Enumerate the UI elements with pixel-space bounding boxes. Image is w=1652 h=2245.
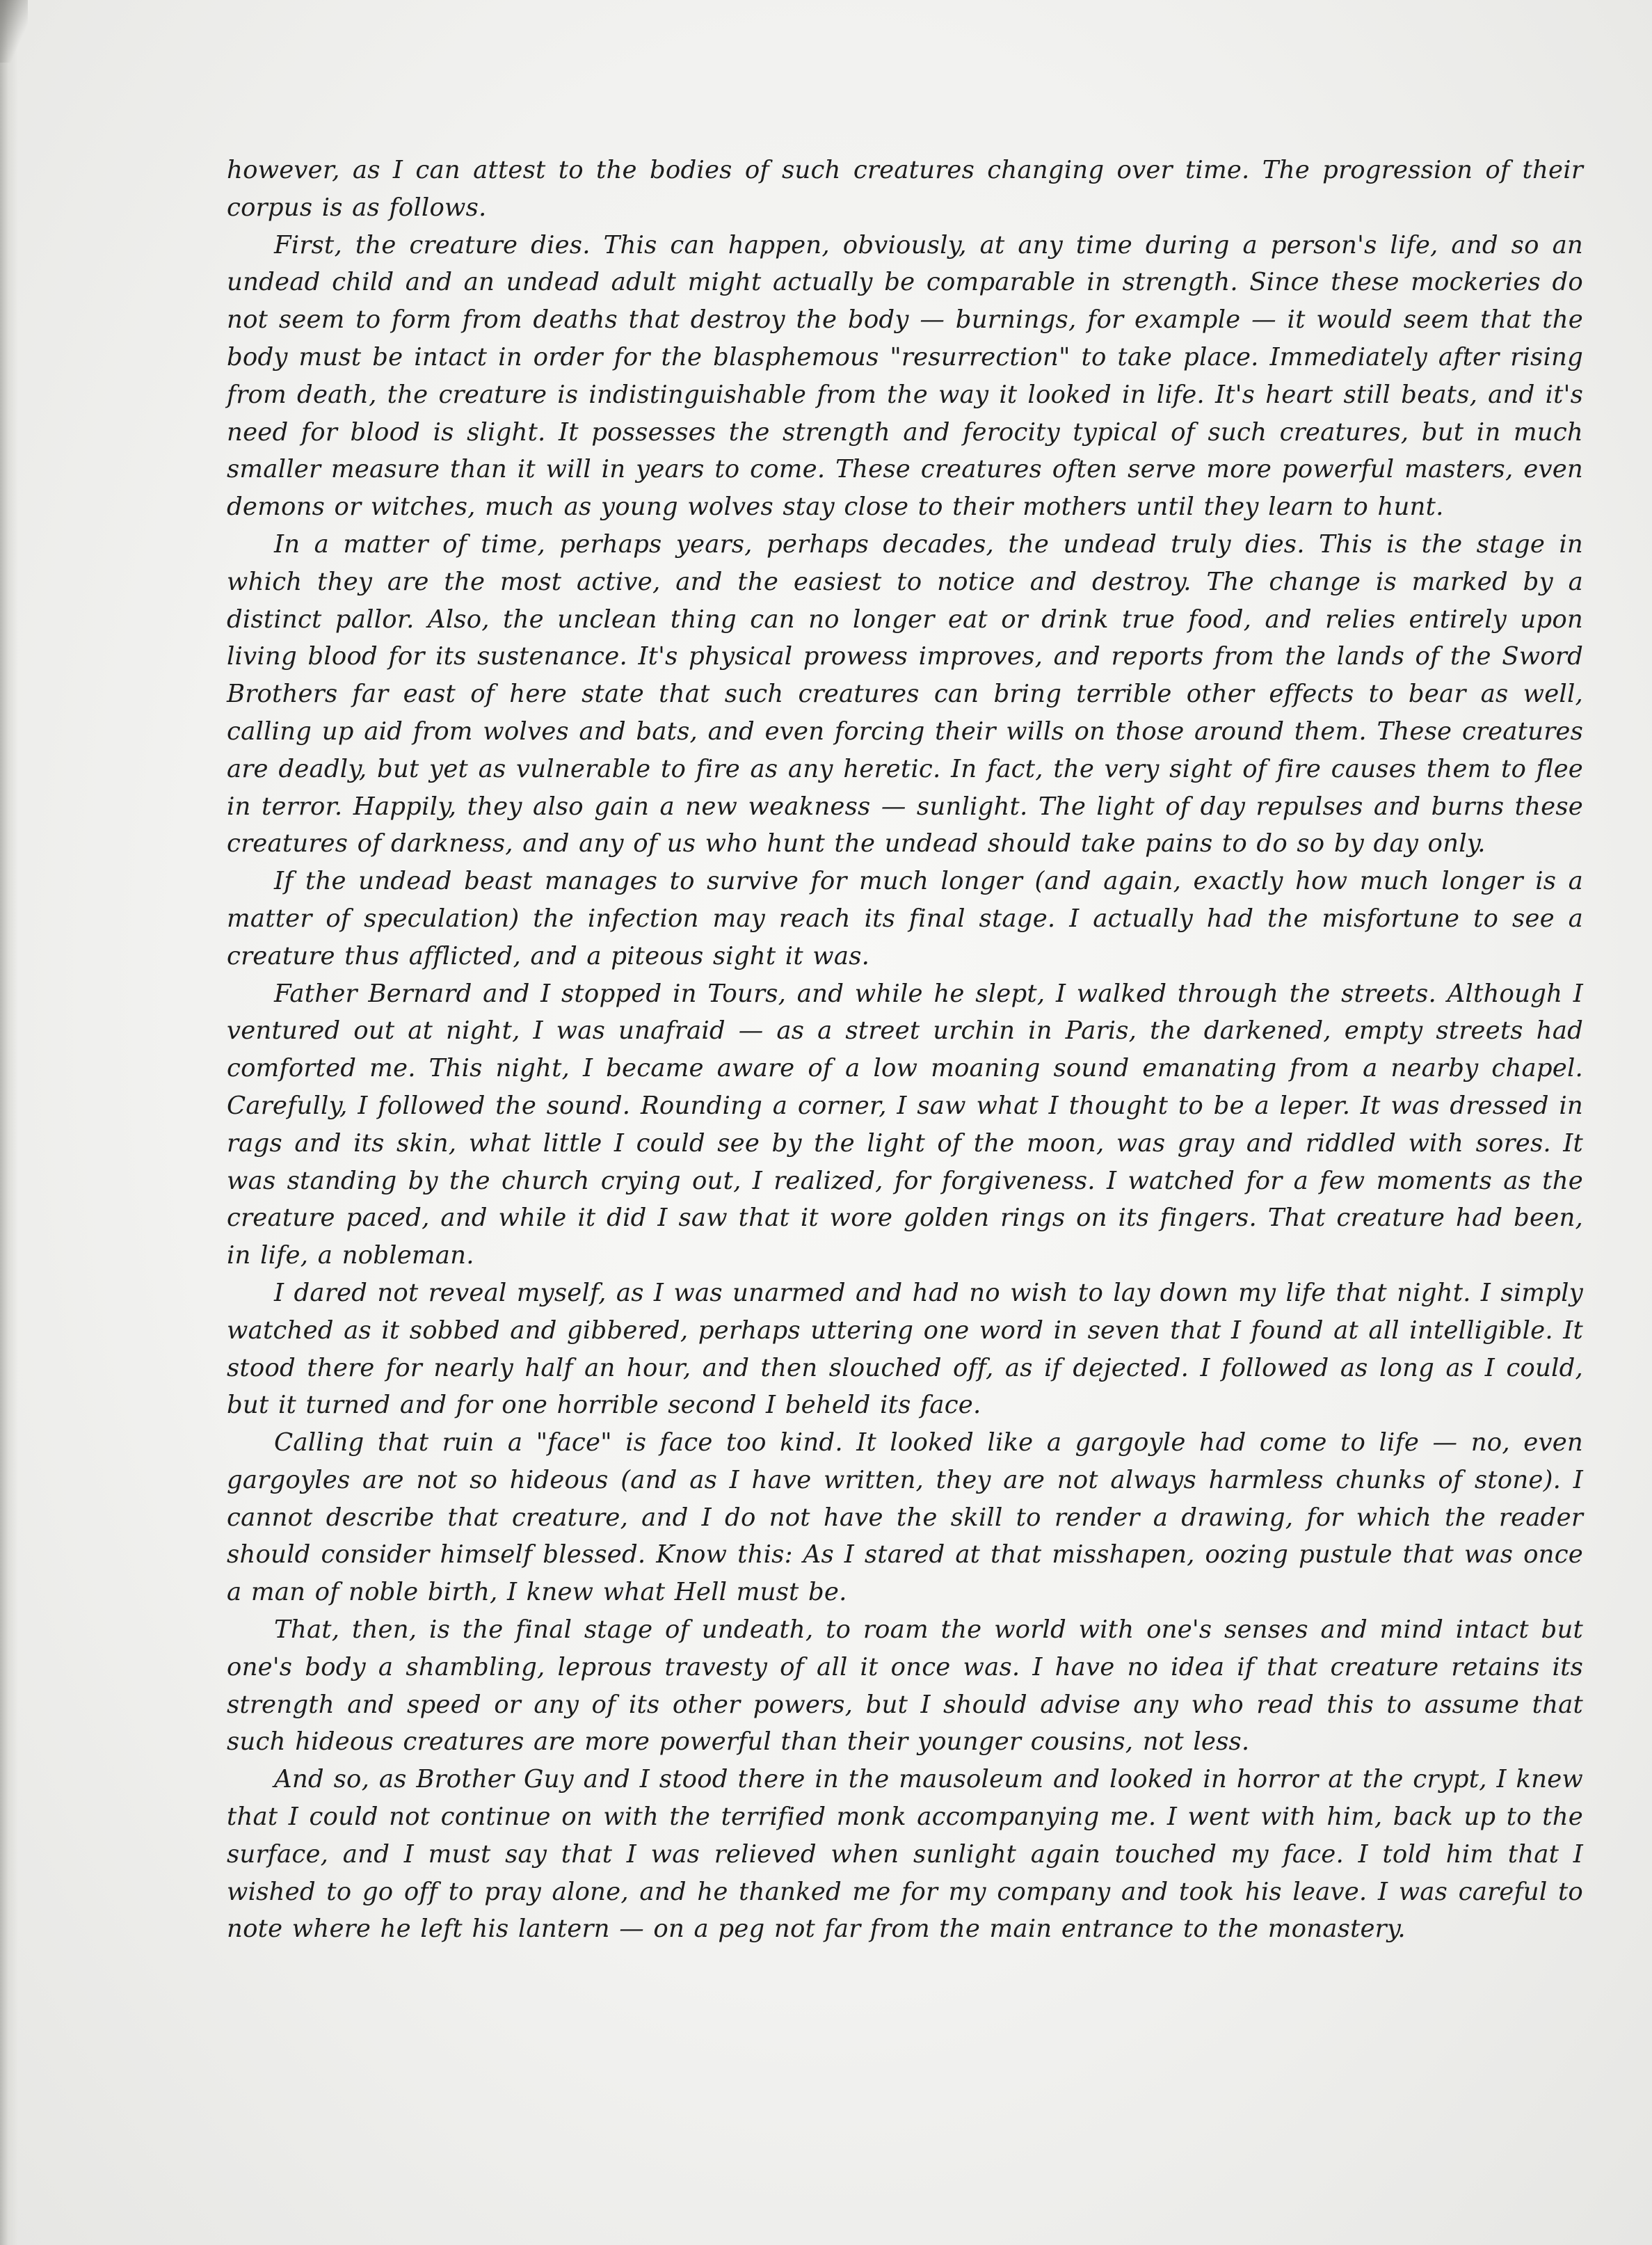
paragraph-second-stage: In a matter of time, perhaps years, perhaps decades, the undead truly dies. This is the stage in which they are the most active, and the easiest to notice and destroy. The change is marked by a distinct pallor. Also, the unclean thing can no longer eat or drink true food, and relies entirely upon living blood for its sustenance. It's physical prowess improves, and reports from the lands of the Sword Brothers far east of here state that such creatures can bring terrible other effects to bear as well, calling up aid from wolves and bats, and even forcing their wills on those around them. These creatures are deadly, but yet as vulnerable to fire as any heretic. In fact, the very sight of fire causes them to flee in terror. Happily, they also gain a new weakness — sunlight. The light of day repulses and burns these creatures of darkness, and any of us who hunt the undead should take pains to do so by day only.	[227, 529, 1583, 858]
paragraph-mausoleum: And so, as Brother Guy and I stood there in the mausoleum and looked in horror at the crypt, I knew that I could not continue on with the terrified monk accompanying me. I went with him, back up to the surface, and I must say that I was relieved when sunlight again touched my face. I told him that I wished to go off to pray alone, and he thanked me for my company and took his leave. I was careful to note where he left his lantern — on a peg not far from the main entrance to the monastery.	[227, 1765, 1583, 1944]
paragraph-conclusion: That, then, is the final stage of undeath, to roam the world with one's senses and mind intact but one's body a shambling, leprous travesty of all it once was. I have no idea if that creature retains its strength and speed or any of its other powers, but I should advise any who read this to assume that such hideous creatures are more powerful than their younger cousins, not less.	[227, 1615, 1583, 1757]
page-corner-scan-artifact	[0, 0, 28, 63]
paragraph-face-description: Calling that ruin a "face" is face too kind. It looked like a gargoyle had come to life — no, even gargoyles are not so hideous (and as I have written, they are not always harmless chunks of stone). I cannot describe that creature, and I do not have the skill to render a drawing, for which the reader should consider himself blessed. Know this: As I stared at that misshapen, oozing pustule that was once a man of noble birth, I knew what Hell must be.	[227, 1428, 1583, 1607]
body-text	[227, 152, 1583, 1948]
paragraph-final-stage: If the undead beast manages to survive for much longer (and again, exactly how much longer is a matter of speculation) the infection may reach its final stage. I actually had the misfortune to see a creature thus afflicted, and a piteous sight it was.	[227, 867, 1583, 970]
paragraph-observation: I dared not reveal myself, as I was unarmed and had no wish to lay down my life that night. I simply watched as it sobbed and gibbered, perhaps uttering one word in seven that I found at all intelligible. It stood there for nearly half an hour, and then slouched off, as if dejected. I followed as long as I could, but it turned and for one horrible second I beheld its face.	[227, 1278, 1583, 1420]
paragraph-tours-encounter: Father Bernard and I stopped in Tours, and while he slept, I walked through the streets. Although I ventured out at night, I was unafraid — as a street urchin in Paris, the darkened, empty streets had comforted me. This night, I became aware of a low moaning sound emanating from a nearby chapel. Carefully, I followed the sound. Rounding a corner, I saw what I thought to be a leper. It was dressed in rags and its skin, what little I could see by the light of the moon, was gray and riddled with sores. It was standing by the church crying out, I realized, for forgiveness. I watched for a few moments as the creature paced, and while it did I saw that it wore golden rings on its fingers. That creature had been, in life, a nobleman.	[227, 979, 1583, 1270]
page-edge-shadow	[0, 0, 18, 2245]
paragraph-first-stage: First, the creature dies. This can happen, obviously, at any time during a person's life, and so an undead child and an undead adult might actually be comparable in strength. Since these mockeries do not seem to form from deaths that destroy the body — burnings, for example — it would seem that the body must be intact in order for the blasphemous "resurrection" to take place. Immediately after rising from death, the creature is indistinguishable from the way it looked in life. It's heart still beats, and it's need for blood is slight. It possesses the strength and ferocity typical of such creatures, but in much smaller measure than it will in years to come. These creatures often serve more powerful masters, even demons or witches, much as young wolves stay close to their mothers until they learn to hunt.	[227, 230, 1583, 522]
paragraph-continuation: however, as I can attest to the bodies of such creatures changing over time. The progression of their corpus is as follows.	[227, 156, 1583, 222]
